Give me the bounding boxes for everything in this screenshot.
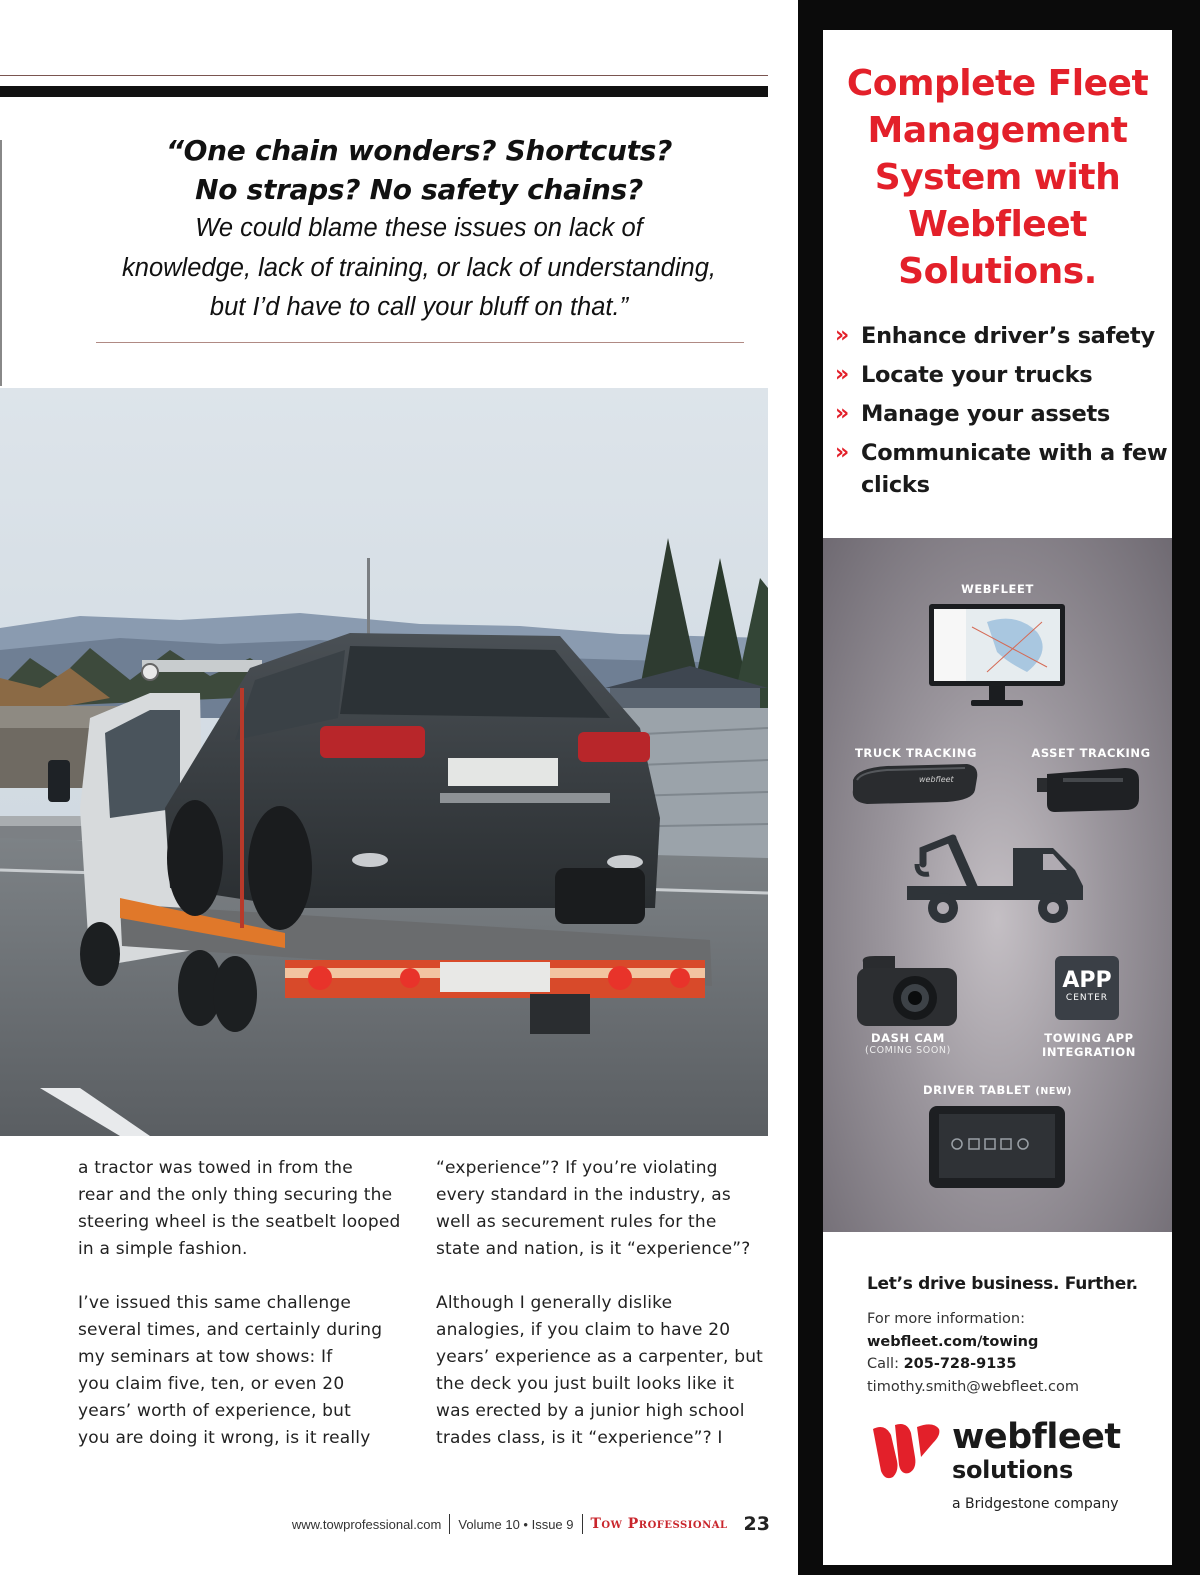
towing-app-title: TOWING APP: [1044, 1031, 1134, 1045]
double-chevron-icon: »: [835, 323, 849, 348]
ad-product-graphic: [823, 538, 1172, 1232]
pullquote-side-bar: [0, 140, 2, 386]
label-driver-tablet: [823, 1083, 1172, 1097]
info-label: For more information:: [867, 1311, 1026, 1327]
ad-bullet-text: Communicate with a few clicks: [861, 440, 1168, 498]
ad-bullet-item: [835, 398, 1170, 430]
paragraph: Although I generally dislike analogies, if you claim to have 20 years’ experience as a carpenter, but the deck you just built looks like it was erected by a junior high school trades class, is it “experience”? I: [436, 1293, 764, 1448]
pullquote-bold-line: “One chain wonders? Shortcuts?: [165, 134, 673, 167]
footer-divider: [449, 1514, 450, 1534]
ad-bullet-text: Enhance driver’s safety: [861, 323, 1155, 349]
header-thin-rule: [0, 75, 768, 76]
ad-headline-line: Complete Fleet: [846, 63, 1149, 104]
device-brand-text: webfleet: [919, 775, 954, 784]
label-dash-cam: [843, 1031, 973, 1056]
tow-truck-icon: [903, 830, 1087, 930]
app-icon-subtext: CENTER: [1065, 993, 1109, 1003]
paragraph: “experience”? If you’re violating every standard in the industry, as well as securement rules for the state and nation, is it “experience”?: [436, 1158, 751, 1259]
ad-tagline: Let’s drive business. Further.: [867, 1274, 1138, 1294]
label-truck-tracking: TRUCK TRACKING: [854, 746, 978, 760]
call-label: Call:: [867, 1356, 899, 1372]
pullquote-rule: [96, 342, 744, 343]
ad-headline-line: Webfleet: [908, 204, 1087, 245]
app-center-icon: [1055, 956, 1119, 1020]
header-thick-rule: [0, 86, 768, 97]
logo-subtitle: a Bridgestone company: [952, 1496, 1119, 1512]
footer-magazine-name: Tow Professional: [590, 1516, 728, 1532]
ad-bullet-item: [835, 437, 1170, 501]
website-link[interactable]: webfleet.com/towing: [867, 1333, 1039, 1350]
dash-cam-title: DASH CAM: [871, 1031, 945, 1045]
label-asset-tracking: ASSET TRACKING: [1031, 746, 1151, 760]
webfleet-advertisement[interactable]: [823, 30, 1172, 1565]
tablet-icon: [927, 1104, 1067, 1192]
label-webfleet: WEBFLEET: [961, 582, 1034, 596]
logo-word-webfleet: webfleet: [952, 1417, 1121, 1457]
pullquote-line: but I’d have to call your bluff on that.”: [209, 293, 629, 321]
phone-number[interactable]: 205-728-9135: [903, 1356, 1017, 1372]
ad-bullet-text: Manage your assets: [861, 401, 1111, 427]
article-column-2: [436, 1155, 776, 1452]
call-line: [867, 1353, 1079, 1376]
tow-truck-photo: [0, 388, 768, 1136]
ad-headline-line: System with: [874, 157, 1121, 198]
pullquote-line: knowledge, lack of training, or lack of understanding,: [122, 253, 716, 282]
app-icon-text: APP: [1062, 968, 1112, 993]
monitor-icon: [927, 602, 1067, 712]
ad-bullet-list: [835, 320, 1170, 508]
footer-url[interactable]: www.towprofessional.com: [291, 1516, 442, 1532]
ad-bullet-text: Locate your trucks: [861, 362, 1093, 388]
page-footer: [230, 1508, 770, 1540]
paragraph: I’ve issued this same challenge several times, and certainly during my seminars at tow shows: If you claim five, ten, or even 20 years’ worth of experience, but you are doing it wrong, is it really: [78, 1293, 383, 1448]
paragraph: a tractor was towed in from the rear and the only thing securing the steering wheel is the seatbelt looped in a simple fashion.: [78, 1158, 401, 1259]
article-column-1: [78, 1155, 423, 1452]
email-link[interactable]: timothy.smith@webfleet.com: [867, 1378, 1080, 1395]
label-towing-app: [1019, 1031, 1159, 1059]
ad-headline: [823, 60, 1172, 295]
truck-tracker-device-icon: [847, 760, 981, 806]
dash-cam-icon: [855, 956, 961, 1028]
double-chevron-icon: »: [835, 401, 849, 426]
ad-bullet-item: [835, 359, 1170, 391]
ad-headline-line: Solutions.: [898, 251, 1097, 292]
pullquote: [60, 131, 778, 328]
driver-tablet-title: DRIVER TABLET: [923, 1083, 1031, 1097]
ad-headline-line: Management: [867, 110, 1128, 151]
towing-app-subtitle: INTEGRATION: [1041, 1045, 1137, 1059]
footer-divider: [582, 1514, 583, 1534]
footer-issue: Volume 10 • Issue 9: [458, 1516, 574, 1532]
ad-contact-info: [867, 1308, 1079, 1398]
pullquote-line: We could blame these issues on lack of: [195, 214, 643, 242]
webfleet-logo: [867, 1415, 1167, 1525]
dash-cam-note: (COMING SOON): [865, 1045, 951, 1056]
webfleet-logo-mark-icon: [867, 1421, 947, 1487]
driver-tablet-note: (NEW): [1035, 1086, 1072, 1097]
double-chevron-icon: »: [835, 440, 849, 465]
ad-bullet-item: [835, 320, 1170, 352]
logo-word-solutions: solutions: [952, 1456, 1073, 1484]
double-chevron-icon: »: [835, 362, 849, 387]
pullquote-bold-line: No straps? No safety chains?: [195, 173, 643, 206]
page-number: 23: [743, 1513, 770, 1535]
asset-tracker-device-icon: [1035, 764, 1145, 816]
